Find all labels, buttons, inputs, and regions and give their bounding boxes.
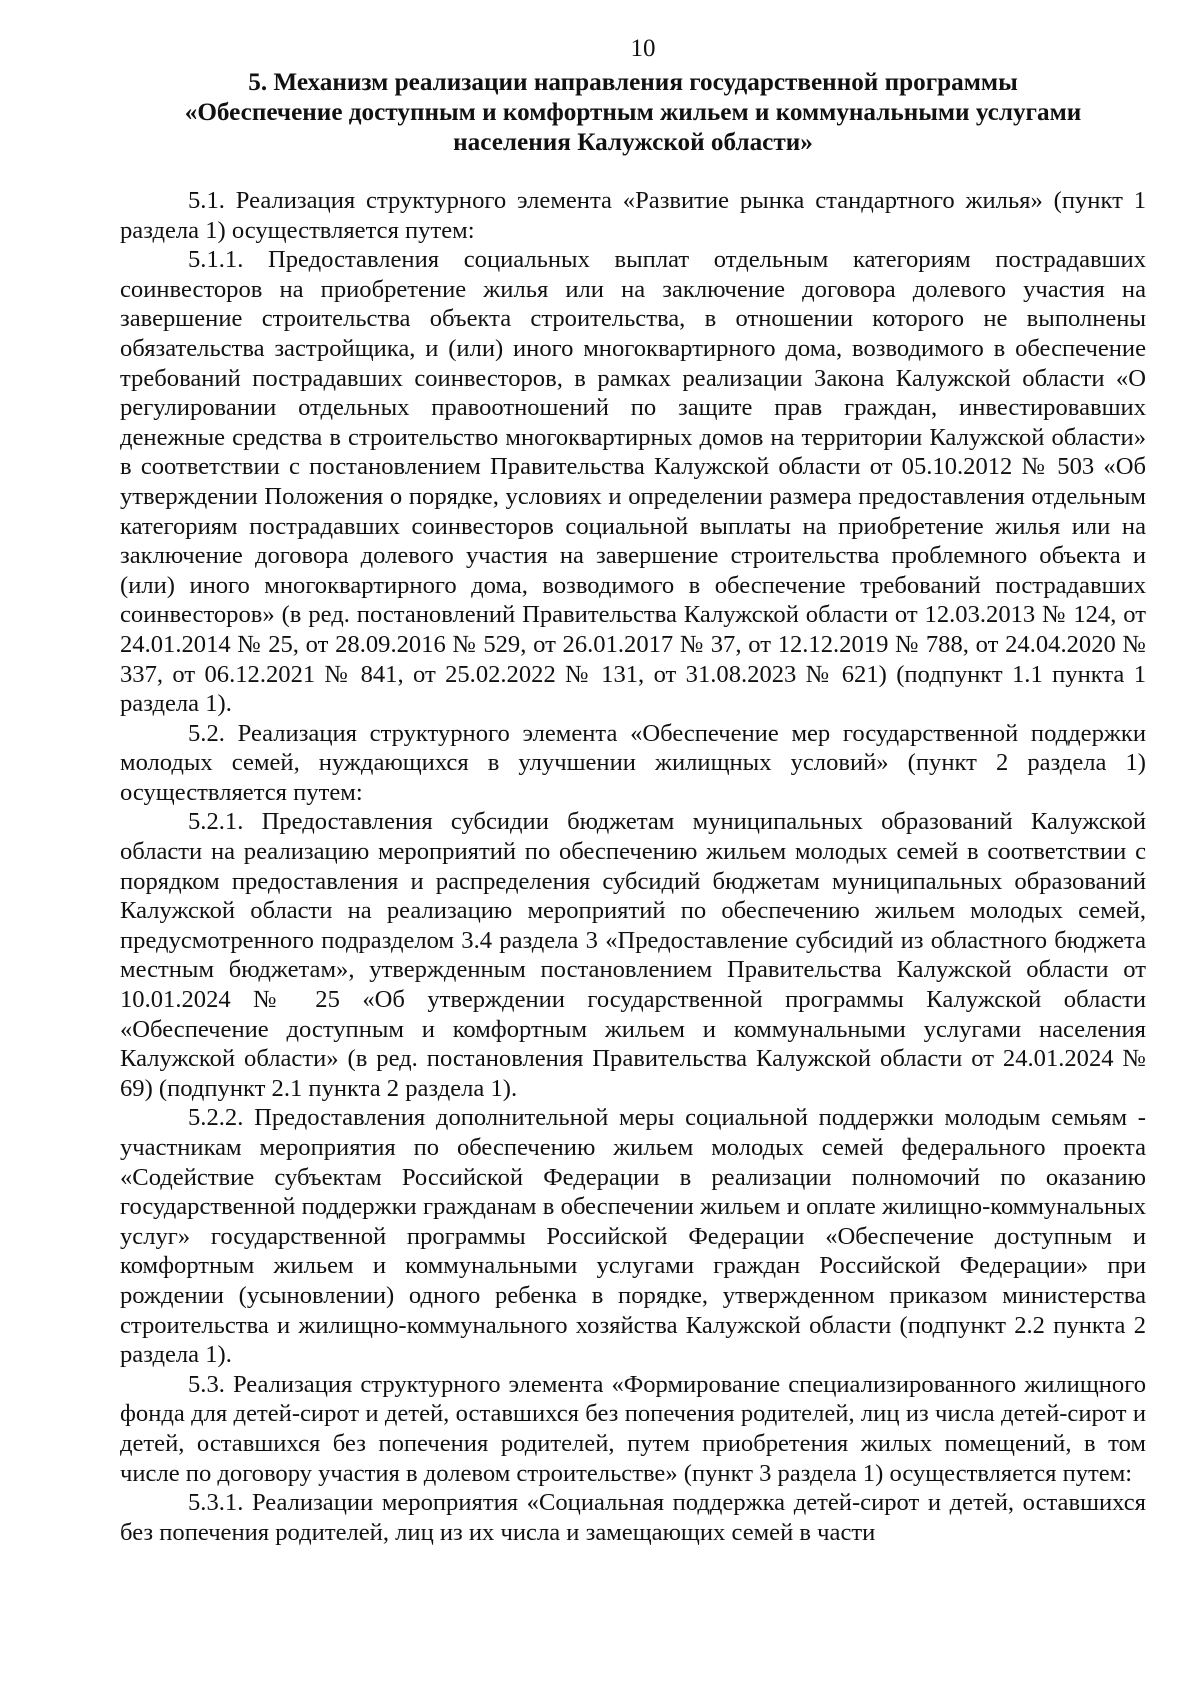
paragraph-5-3-1: 5.3.1. Реализации мероприятия «Социальная поддержка детей-сирот и детей, оставшихся без попечения родителей, лиц из их числа и замещающих семей в части [120,1489,1146,1546]
paragraph-5-3: 5.3. Реализация структурного элемента «Формирование специализированного жилищного фонда для детей-сирот и детей, оставшихся без попечения родителей, лиц из числа детей-сирот и детей, оставшихся без попечения родителей, путем приобретения жилых помещений, в том числе по договору участия в долевом строительстве» (пункт 3 раздела 1) осуществляется путем: [120,1370,1146,1487]
section-title-line: населения Калужской области» [453,129,813,156]
section-title-line: 5. Механизм реализации направления государственной программы [248,69,1018,96]
paragraph-5-2: 5.2. Реализация структурного элемента «Обеспечение мер государственной поддержки молодых семей, нуждающихся в улучшении жилищных условий» (пункт 2 раздела 1) осуществляется путем: [120,719,1146,806]
paragraph-5-2-1: 5.2.1. Предоставления субсидии бюджетам муниципальных образований Калужской области на реализацию мероприятий по обеспечению жильем молодых семей в соответствии с порядком предоставления и распределения субсидий бюджетам муниципальных образований Калужской области на реализацию мероприятий по обеспечению жильем молодых семей, предусмотренного подразделом 3.4 раздела 3 «Предоставление субсидий из областного бюджета местным бюджетам», утвержденным постановлением Правительства Калужской области от 10.01.2024 № 25 «Об утверждении государственной программы Калужской области «Обеспечение доступным и комфортным жильем и коммунальными услугами населения Калужской области» (в ред. постановления Правительства Калужской области от 24.01.2024 № 69) (подпункт 2.1 пункта 2 раздела 1). [120,808,1146,1102]
paragraph-5-1: 5.1. Реализация структурного элемента «Развитие рынка стандартного жилья» (пункт 1 раздела 1) осуществляется путем: [120,187,1146,244]
section-title-line: «Обеспечение доступным и комфортным жильем и коммунальными услугами [184,99,1082,126]
document-page [120,30,1146,1547]
section-title [120,68,1146,158]
paragraph-5-1-1: 5.1.1. Предоставления социальных выплат отдельным категориям пострадавших соинвесторов на приобретение жилья или на заключение договора долевого участия на завершение строительства объекта строительства, в отношении которого не выполнены обязательства застройщика, и (или) иного многоквартирного дома, возводимого в обеспечение требований пострадавших соинвесторов, в рамках реализации Закона Калужской области «О регулировании отдельных правоотношений по защите прав граждан, инвестировавших денежные средства в строительство многоквартирных домов на территории Калужской области» в соответствии с постановлением Правительства Калужской области от 05.10.2012 № 503 «Об утверждении Положения о порядке, условиях и определении размера предоставления отдельным категориям пострадавших соинвесторов социальной выплаты на приобретение жилья или на заключение договора долевого участия на завершение строительства проблемного объекта и (или) иного многоквартирного дома, возводимого в обеспечение требований пострадавших соинвесторов» (в ред. постановлений Правительства Калужской области от 12.03.2013 № 124, от 24.01.2014 № 25, от 28.09.2016 № 529, от 26.01.2017 № 37, от 12.12.2019 № 788, от 24.04.2020 № 337, от 06.12.2021 № 841, от 25.02.2022 № 131, от 31.08.2023 № 621) (подпункт 1.1 пункта 1 раздела 1). [120,246,1146,718]
paragraph-5-2-2: 5.2.2. Предоставления дополнительной меры социальной поддержки молодым семьям - участникам мероприятия по обеспечению жильем молодых семей федерального проекта «Содействие субъектам Российской Федерации в реализации полномочий по оказанию государственной поддержки гражданам в обеспечении жильем и оплате жилищно-коммунальных услуг» государственной программы Российской Федерации «Обеспечение доступным и комфортным жильем и коммунальными услугами граждан Российской Федерации» при рождении (усыновлении) одного ребенка в порядке, утвержденном приказом министерства строительства и жилищно-коммунального хозяйства Калужской области (подпункт 2.2 пункта 2 раздела 1). [120,1104,1146,1369]
page-number: 10 [630,35,656,62]
